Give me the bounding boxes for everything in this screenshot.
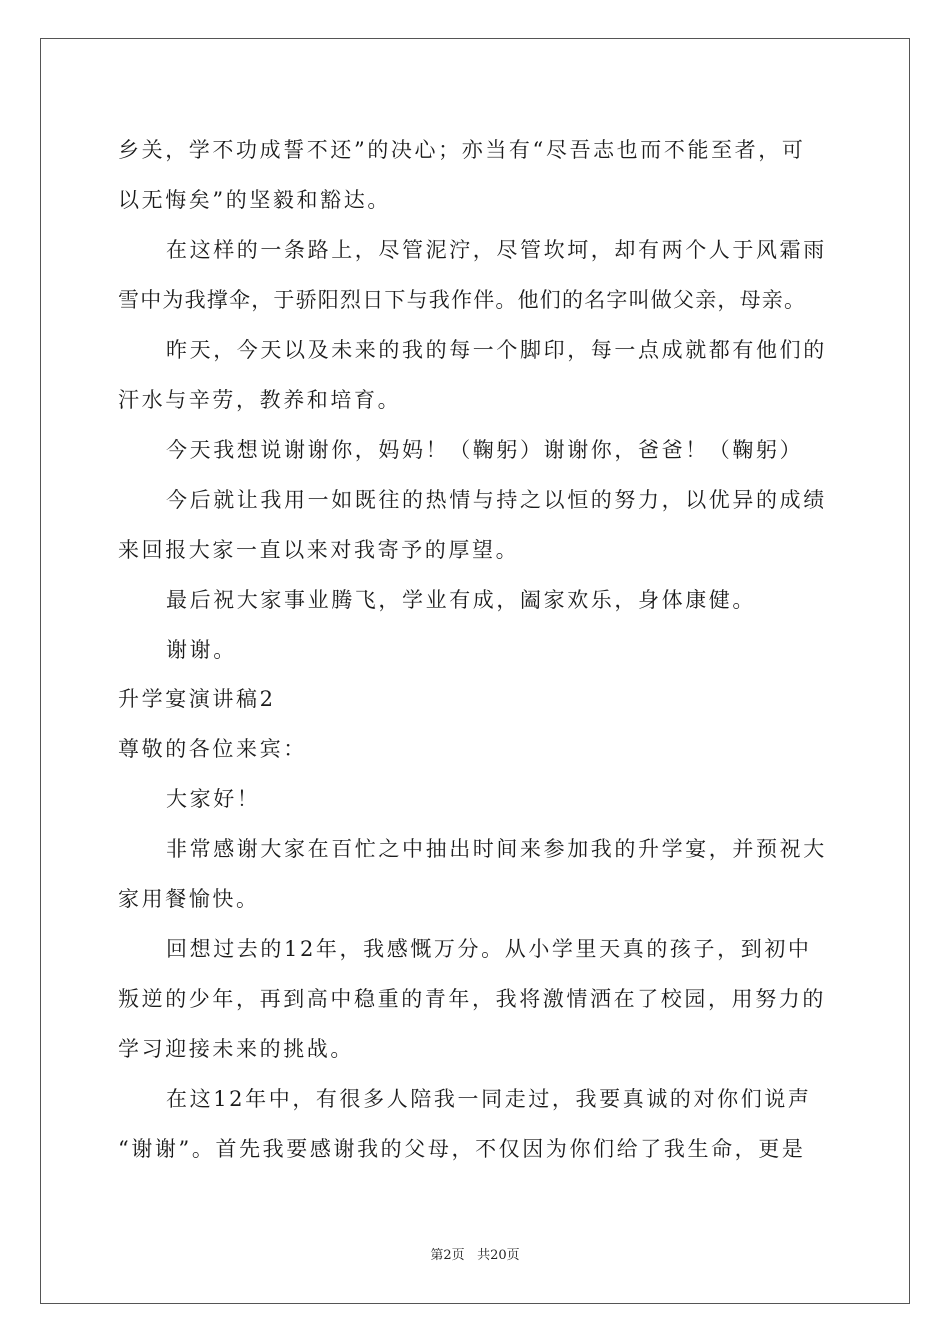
text-line: 尊敬的各位来宾： (118, 737, 307, 761)
page-border (40, 38, 910, 1304)
text-line: 学习迎接未来的挑战。 (118, 1037, 354, 1061)
text-line: 在这12年中，有很多人陪我一同走过，我要真诚的对你们说声 (166, 1087, 812, 1111)
text-line: 今后就让我用一如既往的热情与持之以恒的努力，以优异的成绩 (166, 488, 827, 512)
text-line: 在这样的一条路上，尽管泥泞，尽管坎坷，却有两个人于风霜雨 (166, 238, 827, 262)
text-line: 来回报大家一直以来对我寄予的厚望。 (118, 538, 520, 562)
text-line: 昨天，今天以及未来的我的每一个脚印，每一点成就都有他们的 (166, 338, 827, 362)
text-line: 今天我想说谢谢你，妈妈！（鞠躬）谢谢你，爸爸！（鞠躬） (166, 438, 804, 462)
page-number: 第2页 (430, 1248, 465, 1263)
text-line: 非常感谢大家在百忙之中抽出时间来参加我的升学宴，并预祝大 (166, 837, 827, 861)
text-line: 以无悔矣”的坚毅和豁达。 (118, 188, 391, 212)
text-line: “谢谢”。首先我要感谢我的父母，不仅因为你们给了我生命，更是 (118, 1137, 806, 1161)
text-line: 叛逆的少年，再到高中稳重的青年，我将激情洒在了校园，用努力的 (118, 987, 826, 1011)
text-line: 最后祝大家事业腾飞，学业有成，阖家欢乐，身体康健。 (166, 588, 756, 612)
section-heading: 升学宴演讲稿2 (118, 687, 276, 711)
text-line: 家用餐愉快。 (118, 887, 260, 911)
text-line: 大家好！ (166, 787, 261, 811)
text-line: 谢谢。 (166, 638, 237, 662)
page-total: 共20页 (477, 1248, 520, 1263)
page-footer (0, 1248, 950, 1264)
text-line: 汗水与辛劳，教养和培育。 (118, 388, 402, 412)
text-line: 雪中为我撑伞，于骄阳烈日下与我作伴。他们的名字叫做父亲，母亲。 (118, 288, 807, 312)
text-line: 乡关，学不功成誓不还”的决心；亦当有“尽吾志也而不能至者，可 (118, 138, 806, 162)
text-line: 回想过去的12年，我感慨万分。从小学里天真的孩子，到初中 (166, 937, 812, 961)
